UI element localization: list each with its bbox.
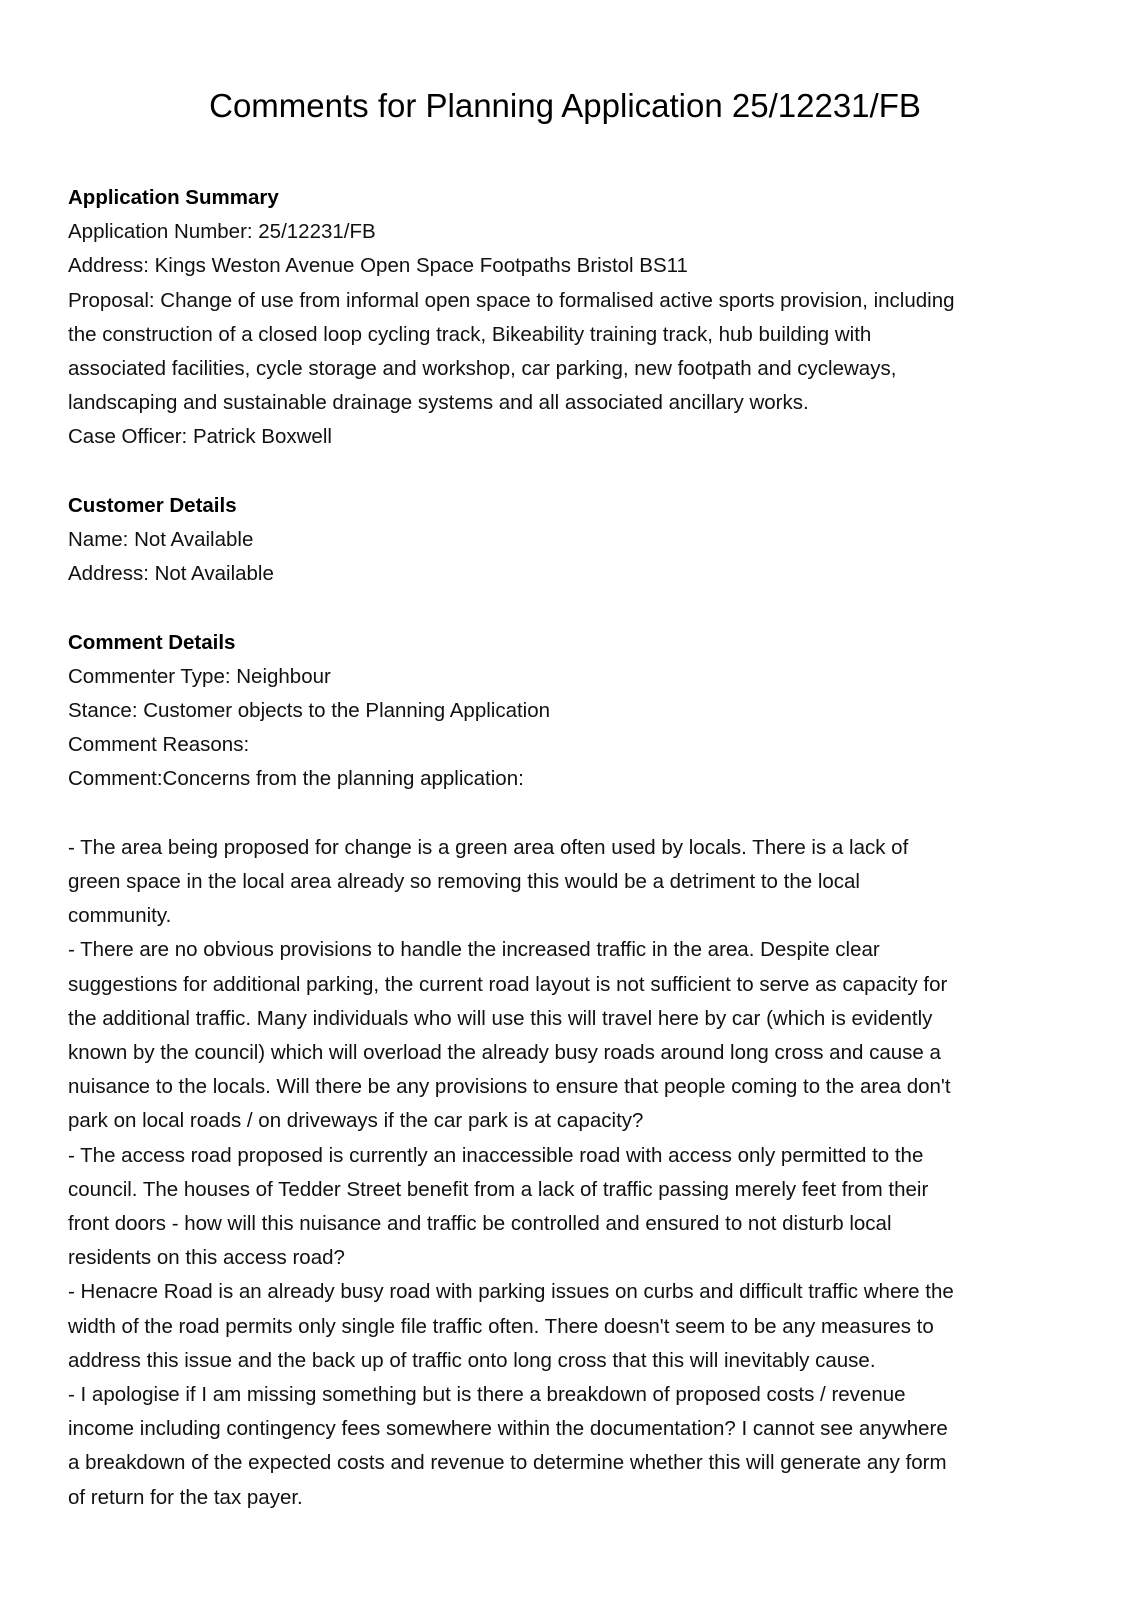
comment-line: - I apologise if I am missing something but is there a breakdown of proposed costs / revenue: [68, 1383, 906, 1407]
customer-details-section: [68, 489, 1068, 592]
application-address: Address: Kings Weston Avenue Open Space Footpaths Bristol BS11: [68, 254, 688, 278]
case-officer: Case Officer: Patrick Boxwell: [68, 425, 332, 449]
comment-line: park on local roads / on driveways if the car park is at capacity?: [68, 1109, 644, 1133]
section-spacer: [68, 455, 1068, 489]
comment-line: green space in the local area already so removing this would be a detriment to the local: [68, 870, 860, 894]
comment-line: income including contingency fees somewhere within the documentation? I cannot see anywhere: [68, 1417, 948, 1441]
comment-line: council. The houses of Tedder Street benefit from a lack of traffic passing merely feet from their: [68, 1177, 929, 1201]
comment-line: - Henacre Road is an already busy road with parking issues on curbs and difficult traffic where the: [68, 1280, 954, 1304]
proposal-line: Proposal: Change of use from informal open space to formalised active sports provision, including: [68, 288, 955, 312]
comment-intro: Comment:Concerns from the planning application:: [68, 767, 524, 791]
document-body: [68, 181, 1068, 1515]
comment-line: the additional traffic. Many individuals who will use this will travel here by car (which is evidently: [68, 1006, 933, 1030]
comment-line: front doors - how will this nuisance and traffic be controlled and ensured to not disturb local: [68, 1212, 892, 1236]
comment-point-costs: [68, 1378, 1068, 1515]
comment-line: width of the road permits only single file traffic often. There doesn't seem to be any measures to: [68, 1314, 934, 1338]
comment-details-heading: Comment Details: [68, 630, 236, 654]
application-summary-section: [68, 181, 1068, 455]
comment-line: address this issue and the back up of traffic onto long cross that this will inevitably cause.: [68, 1348, 876, 1372]
comment-line: known by the council) which will overload the already busy roads around long cross and cause a: [68, 1041, 941, 1065]
proposal-line: landscaping and sustainable drainage systems and all associated ancillary works.: [68, 391, 809, 415]
comment-point-traffic: [68, 933, 1068, 1138]
comment-point-access-road: [68, 1139, 1068, 1276]
comment-reasons: Comment Reasons:: [68, 733, 250, 757]
commenter-type: Commenter Type: Neighbour: [68, 664, 331, 688]
comment-line: residents on this access road?: [68, 1246, 345, 1270]
customer-name: Name: Not Available: [68, 528, 254, 552]
comment-details-section: [68, 626, 1068, 1515]
paragraph-spacer: [68, 797, 1068, 831]
comment-line: - There are no obvious provisions to handle the increased traffic in the area. Despite clear: [68, 938, 880, 962]
page-title: Comments for Planning Application 25/12231/FB: [209, 87, 921, 124]
customer-details-heading: Customer Details: [68, 493, 237, 517]
comment-line: of return for the tax payer.: [68, 1485, 303, 1509]
comment-line: community.: [68, 904, 172, 928]
application-number: Application Number: 25/12231/FB: [68, 220, 376, 244]
stance: Stance: Customer objects to the Planning Application: [68, 699, 551, 723]
section-spacer: [68, 591, 1068, 625]
comment-line: nuisance to the locals. Will there be any provisions to ensure that people coming to the area don't: [68, 1075, 951, 1099]
comment-line: suggestions for additional parking, the current road layout is not sufficient to serve as capacity for: [68, 972, 948, 996]
customer-address: Address: Not Available: [68, 562, 274, 586]
comment-point-green-space: [68, 831, 1068, 934]
comment-line: - The area being proposed for change is a green area often used by locals. There is a lack of: [68, 835, 909, 859]
proposal-line: associated facilities, cycle storage and workshop, car parking, new footpath and cycleways,: [68, 357, 897, 381]
comment-line: - The access road proposed is currently an inaccessible road with access only permitted to the: [68, 1143, 924, 1167]
comment-point-henacre-road: [68, 1275, 1068, 1378]
proposal-line: the construction of a closed loop cycling track, Bikeability training track, hub building with: [68, 322, 872, 346]
application-summary-heading: Application Summary: [68, 186, 279, 209]
comment-line: a breakdown of the expected costs and revenue to determine whether this will generate any form: [68, 1451, 947, 1475]
